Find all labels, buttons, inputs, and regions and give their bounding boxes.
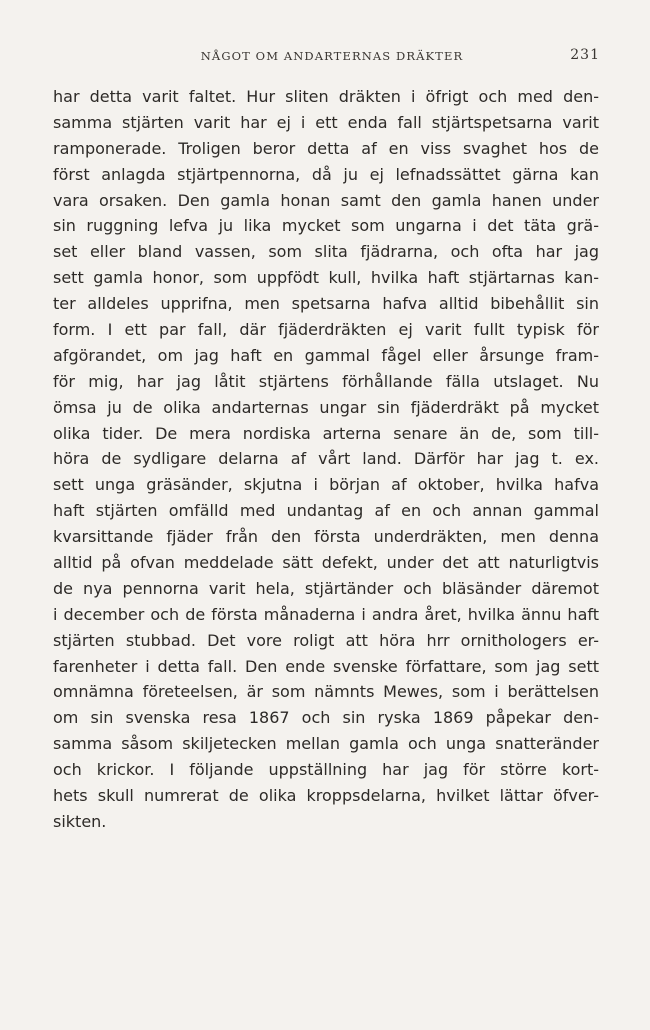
- text-line: hets skull numrerat de olika kroppsdelarna, hvilket lättar öfver-: [53, 786, 599, 806]
- text-line: höra de sydligare delarna af vårt land. Därför har jag t. ex.: [53, 449, 599, 469]
- text-line: ömsa ju de olika andarternas ungar sin fjäderdräkt på mycket: [53, 397, 599, 417]
- text-line-last: sikten.: [53, 811, 107, 831]
- text-line: samma stjärten varit har ej i ett enda fall stjärtspetsarna varit: [53, 112, 599, 132]
- text-line: afgörandet, om jag haft en gammal fågel eller årsunge fram-: [53, 345, 599, 365]
- text-line: för mig, har jag låtit stjärtens förhållande fälla utslaget. Nu: [53, 371, 599, 391]
- text-line: form. I ett par fall, där fjäderdräkten ej varit fullt typisk för: [53, 320, 599, 340]
- text-line: samma såsom skiljetecken mellan gamla och unga snatteränder: [53, 734, 599, 754]
- text-line: de nya pennorna varit hela, stjärtänder och bläsänder däremot: [53, 578, 599, 598]
- text-line: omnämna företeelsen, är som nämnts Mewes, som i berättelsen: [53, 682, 599, 702]
- text-line: har detta varit faltet. Hur sliten dräkten i öfrigt och med den-: [53, 87, 599, 106]
- text-line: vara orsaken. Den gamla honan samt den gamla hanen under: [53, 190, 599, 210]
- text-line: i december och de första månaderna i andra året, hvilka ännu haft: [53, 604, 599, 624]
- text-line: om sin svenska resa 1867 och sin ryska 1869 påpekar den-: [53, 708, 599, 728]
- text-line: först anlagda stjärtpennorna, då ju ej lefnadssättet gärna kan: [53, 164, 599, 184]
- text-line: set eller bland vassen, som slita fjädrarna, och ofta har jag: [53, 242, 599, 262]
- text-line: haft stjärten omfälld med undantag af en och annan gammal: [53, 501, 599, 521]
- text-line: farenheter i detta fall. Den ende svenske författare, som jag sett: [53, 656, 599, 676]
- page-number: 231: [570, 47, 600, 63]
- text-line: kvarsittande fjäder från den första underdräkten, men denna: [53, 527, 599, 547]
- text-line: sett gamla honor, som uppfödt kull, hvilka haft stjärtarnas kan-: [53, 268, 599, 288]
- text-line: ramponerade. Troligen beror detta af en viss svaghet hos de: [53, 138, 599, 158]
- body-text: [53, 84, 599, 835]
- text-line: ter alldeles upprifna, men spetsarna hafva alltid bibehållit sin: [53, 294, 599, 314]
- text-line: sett unga gräsänder, skjutna i början af oktober, hvilka hafva: [53, 475, 599, 495]
- running-title: NÅGOT OM ANDARTERNAS DRÄKTER: [200, 49, 464, 63]
- text-line: olika tider. De mera nordiska arterna senare än de, som till-: [53, 423, 599, 443]
- running-head: [0, 49, 650, 69]
- text-line: alltid på ofvan meddelade sätt defekt, under det att naturligtvis: [53, 553, 599, 573]
- text-line: och krickor. I följande uppställning har jag för större kort-: [53, 760, 599, 780]
- text-line: sin ruggning lefva ju lika mycket som ungarna i det täta grä-: [53, 216, 599, 236]
- text-line: stjärten stubbad. Det vore roligt att höra hrr ornithologers er-: [53, 630, 599, 650]
